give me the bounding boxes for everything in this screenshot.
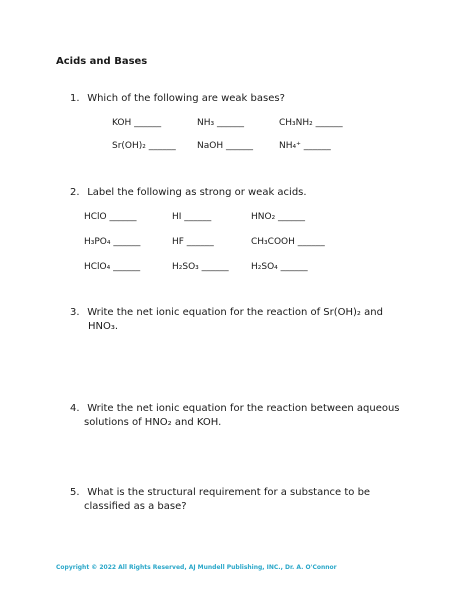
q2-item: HClO ______	[84, 212, 137, 222]
question-3	[70, 306, 383, 320]
question-2	[70, 186, 307, 200]
question-text-line-1: Write the net ionic equation for the reaction between aqueous	[87, 403, 400, 414]
q2-item: HClO₄ ______	[84, 262, 141, 272]
q2-item: HI ______	[172, 212, 212, 222]
q2-item: H₂SO₄ ______	[251, 262, 308, 272]
question-4	[70, 402, 400, 416]
q1-item: NaOH ______	[197, 141, 253, 151]
q2-item: H₃PO₄ ______	[84, 237, 141, 247]
worksheet-title: Acids and Bases	[56, 56, 148, 67]
question-5-line-2: classified as a base?	[84, 501, 187, 512]
question-text-line-1: What is the structural requirement for a substance to be	[87, 487, 371, 498]
q1-item: KOH ______	[112, 118, 162, 128]
q2-item: HNO₂ ______	[251, 212, 306, 222]
question-number: 2.	[70, 187, 80, 198]
question-text: Label the following as strong or weak acids.	[87, 187, 307, 198]
q2-item: H₂SO₃ ______	[172, 262, 229, 272]
question-1	[70, 92, 285, 106]
question-5	[70, 486, 370, 500]
question-text-line-1: Write the net ionic equation for the reaction of Sr(OH)₂ and	[87, 307, 383, 318]
question-text: Which of the following are weak bases?	[87, 93, 285, 104]
question-number: 5.	[70, 487, 80, 498]
q1-item: NH₄⁺ ______	[279, 141, 331, 151]
q1-item: NH₃ ______	[197, 118, 244, 128]
q1-item: Sr(OH)₂ ______	[112, 141, 176, 151]
question-number: 3.	[70, 307, 80, 318]
question-number: 1.	[70, 93, 80, 104]
question-3-line-2: HNO₃.	[88, 321, 119, 332]
question-4-line-2: solutions of HNO₂ and KOH.	[84, 417, 222, 428]
q2-item: HF ______	[172, 237, 214, 247]
q1-item: CH₃NH₂ ______	[279, 118, 343, 128]
question-number: 4.	[70, 403, 80, 414]
copyright-footer: Copyright © 2022 All Rights Reserved, AJ Mundell Publishing, INC., Dr. A. O'Connor	[56, 564, 337, 571]
q2-item: CH₃COOH ______	[251, 237, 325, 247]
